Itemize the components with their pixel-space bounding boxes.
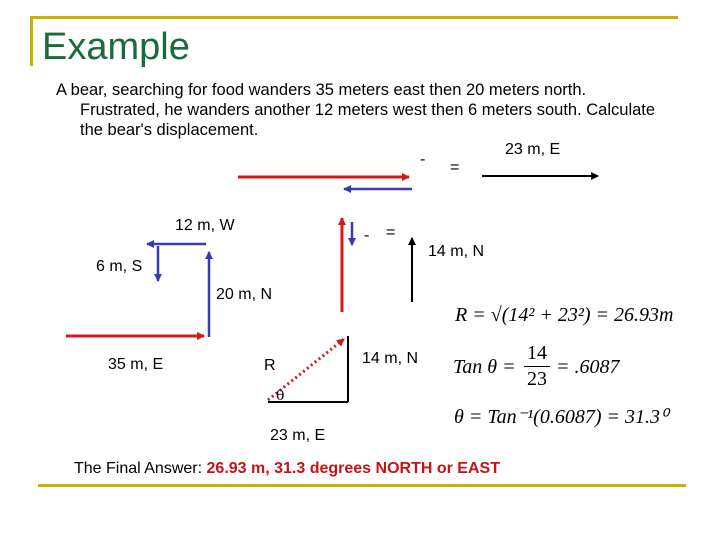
north-side-label: 14 m, N xyxy=(362,350,419,367)
tan-denominator: 23 xyxy=(527,368,547,390)
south-label: 6 m, S xyxy=(96,258,143,275)
footer-rule xyxy=(38,484,686,487)
top-minus-sign: - xyxy=(420,151,426,168)
mid-minus-sign: - xyxy=(364,227,370,244)
problem-line-3: the bear's displacement. xyxy=(80,121,259,139)
fraction-bar xyxy=(524,366,550,367)
tan-lhs: Tan θ = xyxy=(453,356,516,378)
top-equals-sign: = xyxy=(450,159,460,176)
tan-numerator: 14 xyxy=(527,342,547,364)
theta-formula: θ = Tan⁻¹(0.6087) = 31.3⁰ xyxy=(454,406,668,428)
east-label: 35 m, E xyxy=(108,356,164,373)
final-answer-prefix: The Final Answer: xyxy=(74,460,203,477)
problem-line-2: Frustrated, he wanders another 12 meters west then 6 meters south. Calculate xyxy=(80,101,656,119)
mid-result-label: 14 m, N xyxy=(428,243,485,260)
problem-line-1: A bear, searching for food wanders 35 meters east then 20 meters north. xyxy=(56,81,587,99)
resultant-label: R xyxy=(264,357,276,374)
mid-equals-sign: = xyxy=(386,224,396,241)
resultant-formula: R = √(14² + 23²) = 26.93m xyxy=(455,304,674,326)
theta-label: θ xyxy=(276,388,285,404)
tan-fraction xyxy=(524,342,550,391)
final-answer xyxy=(74,460,500,478)
north-label: 20 m, N xyxy=(216,286,273,303)
top-result-label: 23 m, E xyxy=(505,141,561,158)
tan-rhs: = .6087 xyxy=(556,356,620,378)
west-label: 12 m, W xyxy=(175,217,235,234)
east-side-label: 23 m, E xyxy=(270,427,326,444)
final-answer-value: 26.93 m, 31.3 degrees NORTH or EAST xyxy=(206,460,500,477)
slide-title: Example xyxy=(42,26,190,68)
